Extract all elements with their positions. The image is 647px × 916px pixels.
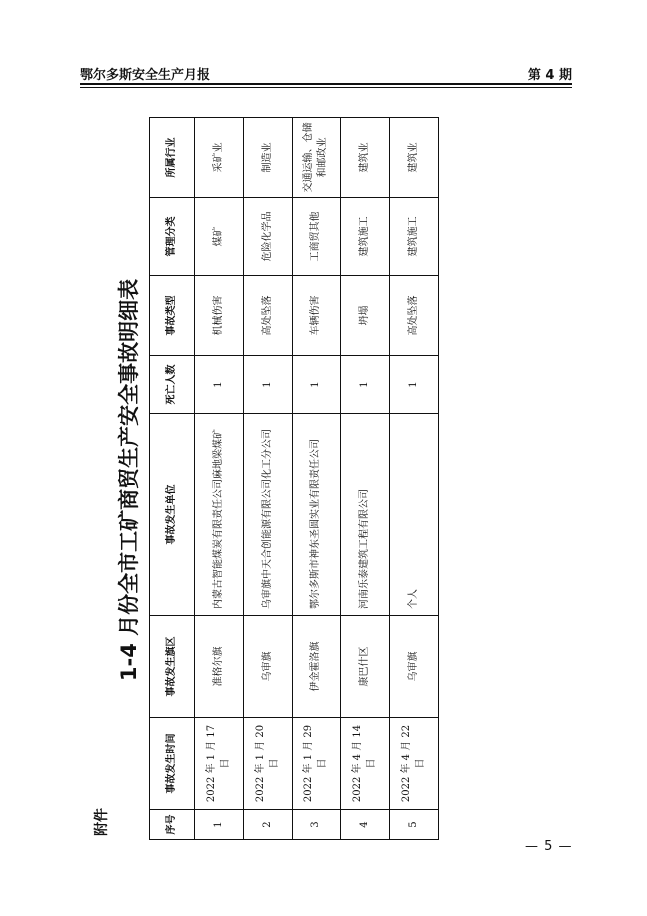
cell-unit: 鄂尔多斯市神东圣圆实业有限责任公司 [292, 414, 341, 616]
cell-deaths: 1 [390, 356, 439, 414]
cell-category: 危险化学品 [243, 198, 292, 276]
cell-index: 1 [195, 810, 244, 840]
column-header-category: 管理分类 [150, 198, 195, 276]
column-header-industry: 所属行业 [150, 118, 195, 198]
accident-table [149, 117, 439, 840]
cell-district: 康巴什区 [341, 616, 390, 718]
cell-category: 煤矿 [195, 198, 244, 276]
cell-district: 乌审旗 [390, 616, 439, 718]
cell-unit: 内蒙古智能煤炭有限责任公司麻地梁煤矿 [195, 414, 244, 616]
column-header-deaths: 死亡人数 [150, 356, 195, 414]
cell-deaths: 1 [243, 356, 292, 414]
cell-unit: 河南乐泰建筑工程有限公司 [341, 414, 390, 616]
cell-industry: 交通运输、仓储和邮政业 [292, 118, 341, 198]
cell-category: 建筑施工 [341, 198, 390, 276]
cell-industry: 采矿业 [195, 118, 244, 198]
cell-time: 2022 年 4 月 14 日 [341, 718, 390, 810]
column-header-type: 事故类型 [150, 276, 195, 356]
table-row [195, 118, 244, 840]
cell-type: 车辆伤害 [292, 276, 341, 356]
cell-industry: 制造业 [243, 118, 292, 198]
cell-time: 2022 年 4 月 22 日 [390, 718, 439, 810]
rotated-content [85, 120, 440, 840]
cell-district: 乌审旗 [243, 616, 292, 718]
cell-district: 伊金霍洛旗 [292, 616, 341, 718]
cell-type: 机械伤害 [195, 276, 244, 356]
issue-number: 第 4 期 [527, 68, 572, 83]
cell-time: 2022 年 1 月 17 日 [195, 718, 244, 810]
column-header-district: 事故发生旗区 [150, 616, 195, 718]
cell-type: 高处坠落 [390, 276, 439, 356]
cell-industry: 建筑业 [341, 118, 390, 198]
cell-industry: 建筑业 [390, 118, 439, 198]
cell-index: 5 [390, 810, 439, 840]
cell-type: 高处坠落 [243, 276, 292, 356]
cell-index: 2 [243, 810, 292, 840]
cell-deaths: 1 [292, 356, 341, 414]
cell-deaths: 1 [195, 356, 244, 414]
cell-index: 3 [292, 810, 341, 840]
table-header-row [150, 118, 195, 840]
publication-name: 鄂尔多斯安全生产月报 [80, 68, 211, 83]
cell-time: 2022 年 1 月 29 日 [292, 718, 341, 810]
cell-deaths: 1 [341, 356, 390, 414]
table-row [341, 118, 390, 840]
header-rule-thin [80, 87, 572, 88]
column-header-unit: 事故发生单位 [150, 414, 195, 616]
cell-district: 准格尔旗 [195, 616, 244, 718]
table-row [390, 118, 439, 840]
page-title: 1-4 月份全市工矿商贸生产安全事故明细表 [117, 278, 141, 682]
cell-time: 2022 年 1 月 20 日 [243, 718, 292, 810]
cell-unit: 乌审旗中天合创能源有限公司化工分公司 [243, 414, 292, 616]
page-header [80, 64, 572, 84]
column-header-time: 事故发生时间 [150, 718, 195, 810]
attachment-label: 附件 [94, 808, 110, 836]
cell-index: 4 [341, 810, 390, 840]
cell-type: 坍塌 [341, 276, 390, 356]
cell-category: 工商贸其他 [292, 198, 341, 276]
header-rule-thick [80, 83, 572, 85]
page-number: — 5 — [525, 839, 573, 854]
cell-unit: 个人 [390, 414, 439, 616]
cell-category: 建筑施工 [390, 198, 439, 276]
table-row [243, 118, 292, 840]
column-header-index: 序号 [150, 810, 195, 840]
table-row [292, 118, 341, 840]
